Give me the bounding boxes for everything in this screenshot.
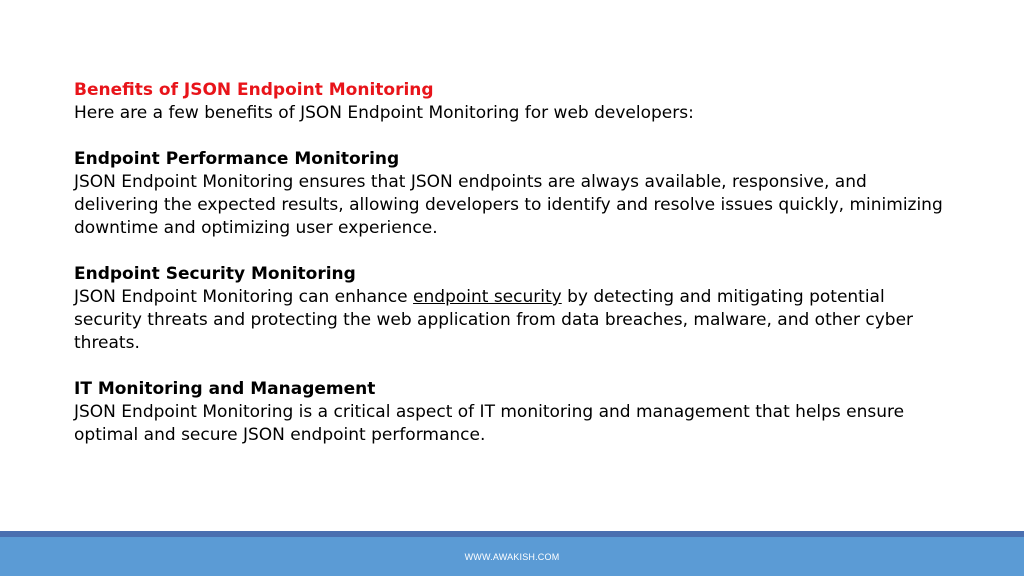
- security-heading: Endpoint Security Monitoring: [74, 264, 356, 284]
- performance-text: JSON Endpoint Monitoring ensures that JSON endpoints are always available, responsive, and delivering the expected results, allowing developers to identify and resolve issues quickly, minimizing downtime and optimizing user experience.: [74, 172, 943, 238]
- intro-section: [74, 79, 954, 125]
- slide-content: [74, 79, 954, 447]
- it-monitoring-heading: IT Monitoring and Management: [74, 379, 376, 399]
- security-text-before: JSON Endpoint Monitoring can enhance: [74, 287, 414, 307]
- footer-website: WWW.AWAKISH.COM: [464, 551, 560, 562]
- it-monitoring-section: [74, 378, 954, 447]
- endpoint-security-link[interactable]: endpoint security: [413, 287, 562, 307]
- security-section: [74, 263, 954, 355]
- security-text-after: by detecting and mitigating potential security threats and protecting the web application from data breaches, malware, and other cyber threats.: [74, 287, 914, 353]
- intro-text: Here are a few benefits of JSON Endpoint Monitoring for web developers:: [74, 103, 694, 123]
- it-monitoring-text: JSON Endpoint Monitoring is a critical aspect of IT monitoring and management that helps ensure optimal and secure JSON endpoint performance.: [74, 402, 905, 445]
- slide-title: Benefits of JSON Endpoint Monitoring: [74, 80, 434, 100]
- security-text: [74, 286, 954, 355]
- footer-band: [0, 537, 1024, 576]
- performance-heading: Endpoint Performance Monitoring: [74, 149, 400, 169]
- performance-section: [74, 148, 954, 240]
